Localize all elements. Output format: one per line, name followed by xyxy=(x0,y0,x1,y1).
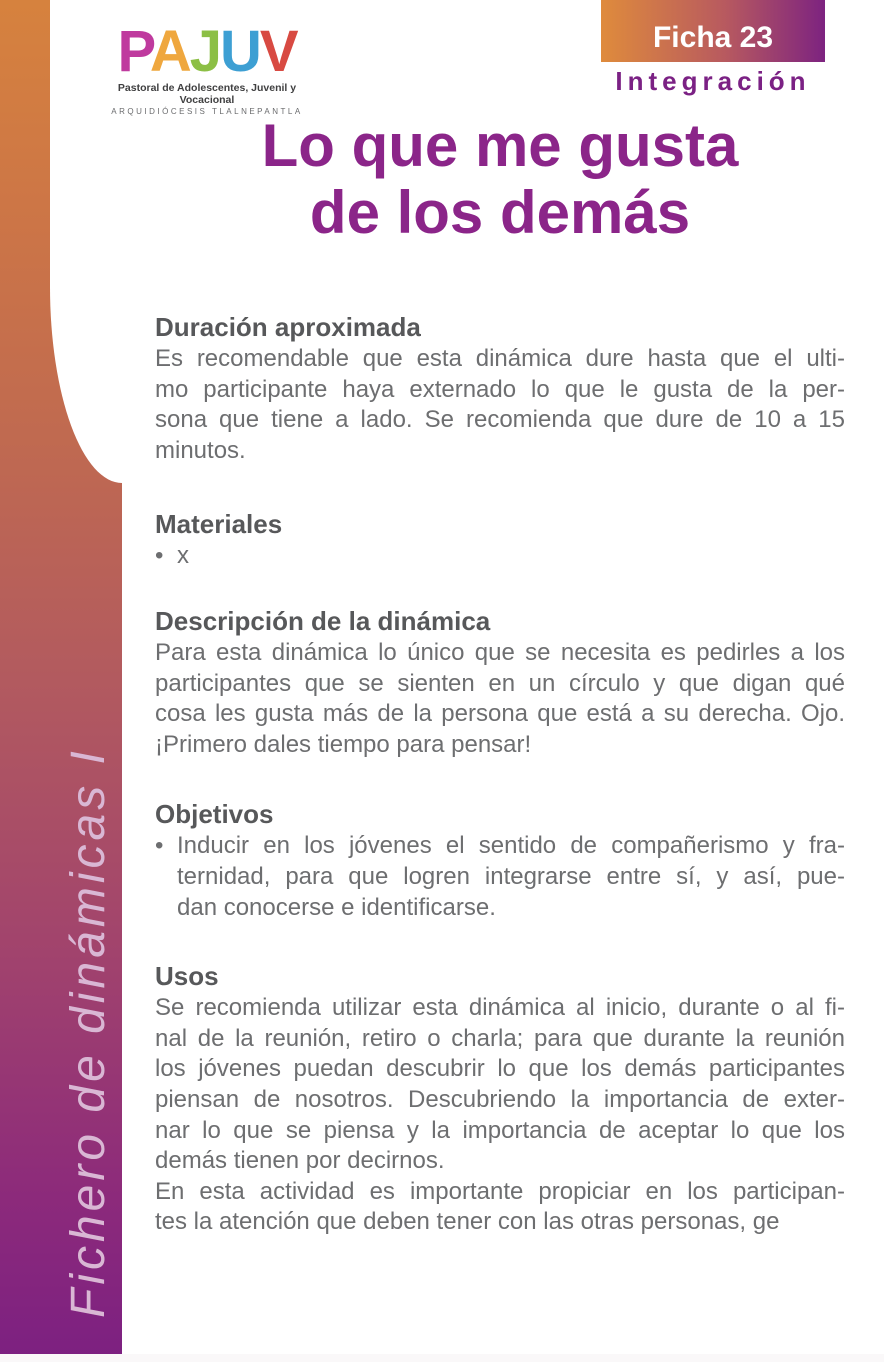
sidebar-collection-title: Fichero de dinámicas I xyxy=(62,747,115,1318)
section-duracion xyxy=(155,310,845,466)
section-materiales xyxy=(155,507,845,572)
logo-letter: A xyxy=(149,19,190,84)
text-line: demás tienen por decirnos. xyxy=(155,1147,445,1175)
text-line: nar lo que se piensa y la importancia de aceptar lo que los xyxy=(155,1116,845,1144)
bullet-dot: • xyxy=(155,832,164,860)
logo-caption-line2: ARQUIDIÓCESIS TLALNEPANTLA xyxy=(111,107,303,116)
section-paragraph xyxy=(155,993,845,1177)
text-line: sona que tiene a lado. Se recomienda que dure de 10 a 15 xyxy=(155,406,845,434)
text-line: participantes que se sienten en un círculo y que digan qué xyxy=(155,669,845,697)
bullet-item xyxy=(155,831,845,923)
page-title xyxy=(155,112,845,246)
section-paragraph xyxy=(155,344,845,466)
bullet-text xyxy=(177,831,845,923)
text-line: ¡Primero dales tiempo para pensar! xyxy=(155,730,532,758)
content-sections xyxy=(155,310,845,1238)
text-line: cosa les gusta más de la persona que está a su derecha. Ojo. xyxy=(155,700,845,728)
logo-letter: J xyxy=(189,19,220,84)
category-label: Integración xyxy=(615,66,811,96)
section-heading: Duración aproximada xyxy=(155,312,421,342)
text-line: dan conocerse e identificarse. xyxy=(177,893,496,921)
section-heading: Materiales xyxy=(155,509,283,540)
text-line: tes la atención que deben tener con las otras personas, ge xyxy=(155,1208,780,1236)
page-title-line1: Lo que me gusta xyxy=(261,112,739,179)
logo-caption-line1: Pastoral de Adolescentes, Juvenil y Vocacional xyxy=(117,82,297,106)
page-bottom-edge xyxy=(0,1354,884,1362)
text-line: Es recomendable que esta dinámica dure hasta que el ulti- xyxy=(155,345,845,372)
text-line: En esta actividad es importante propiciar en los participan- xyxy=(155,1177,845,1205)
text-line: mo participante haya externado lo que le gusta de la per- xyxy=(155,375,845,403)
text-line: Para esta dinámica lo único que se necesita es pedirles a los xyxy=(155,638,845,666)
ficha-number-banner xyxy=(601,0,825,62)
text-line: los jóvenes puedan descubrir lo que los demás participantes xyxy=(155,1055,845,1083)
bullet-text: x xyxy=(177,542,189,570)
ficha-number-label: Ficha 23 xyxy=(652,21,774,54)
text-line: piensan de nosotros. Descubriendo la importancia de exter- xyxy=(155,1085,845,1113)
text-line: nal de la reunión, retiro o charla; para que durante la reunión xyxy=(155,1024,845,1052)
section-descripcion xyxy=(155,604,845,760)
text-line: Inducir en los jóvenes el sentido de compañerismo y fra- xyxy=(177,832,845,860)
section-objetivos xyxy=(155,797,845,923)
section-heading: Objetivos xyxy=(155,799,274,830)
section-heading: Descripción de la dinámica xyxy=(155,605,491,636)
logo-letter: U xyxy=(219,19,260,84)
section-paragraph xyxy=(155,638,845,760)
pajuv-logo-wordmark xyxy=(100,19,314,84)
logo-letter: V xyxy=(259,19,297,84)
pajuv-logo xyxy=(100,19,314,117)
page-title-line2: de los demás xyxy=(309,179,691,246)
bullet-dot: • xyxy=(155,542,164,570)
text-line: Se recomienda utilizar esta dinámica al inicio, durante o al fi- xyxy=(155,994,845,1022)
section-paragraph xyxy=(155,1177,845,1238)
bullet-item xyxy=(155,541,845,572)
logo-letter: P xyxy=(117,19,150,84)
text-line: ternidad, para que logren integrarse entre sí, y así, pue- xyxy=(177,862,845,890)
section-usos xyxy=(155,959,845,1238)
section-heading: Usos xyxy=(155,961,219,992)
text-line: minutos. xyxy=(155,436,246,464)
